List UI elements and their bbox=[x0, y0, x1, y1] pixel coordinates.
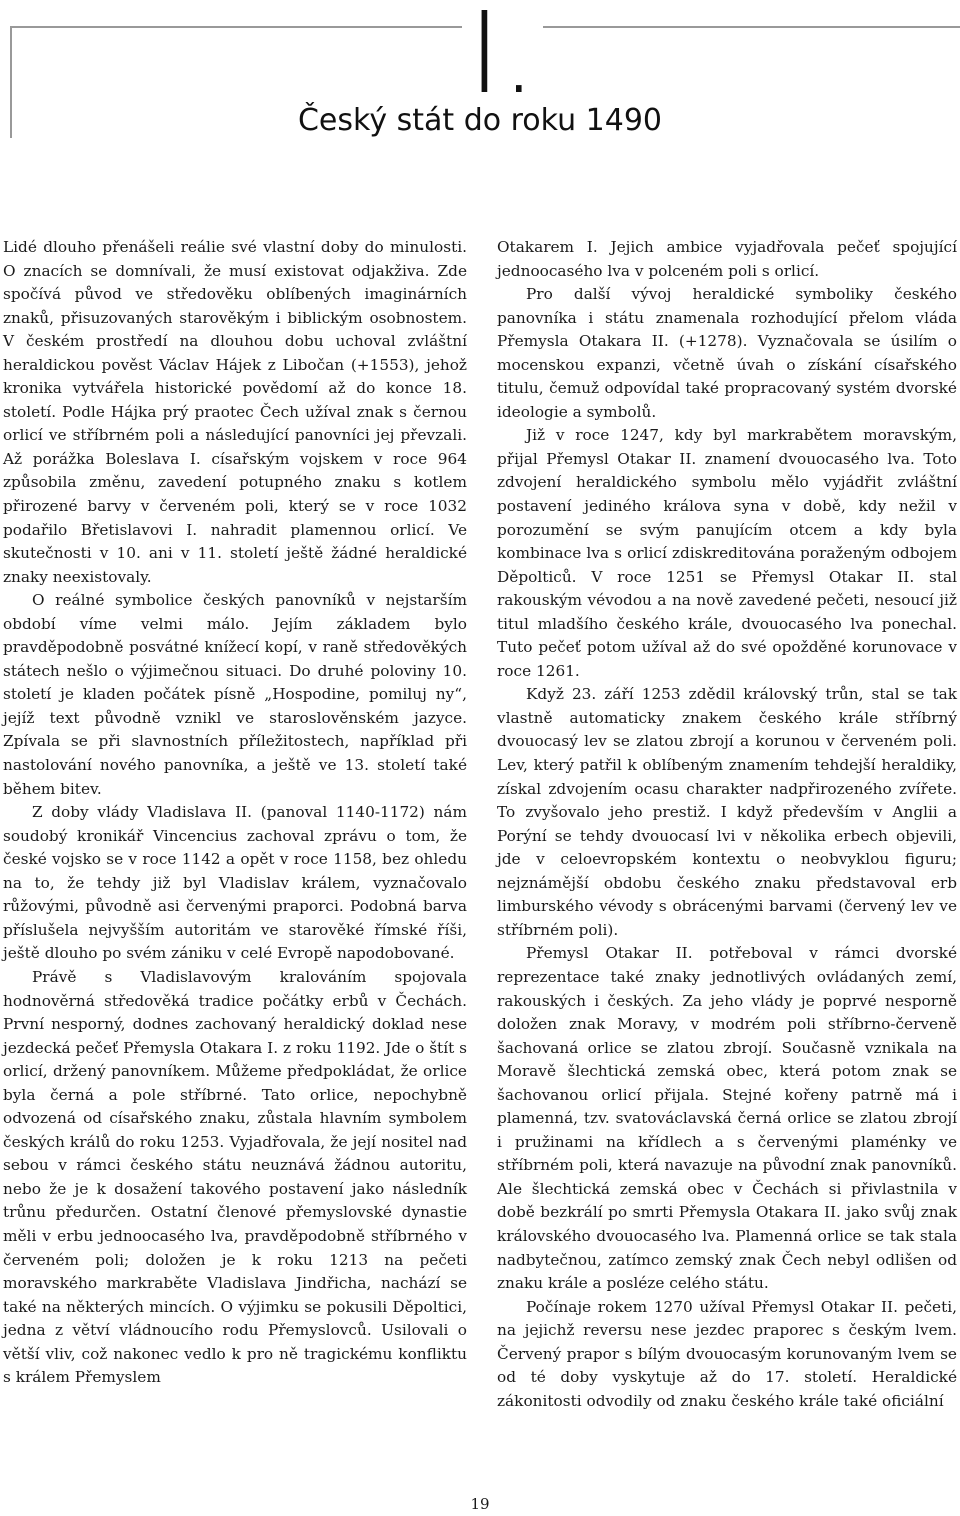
chapter-header bbox=[10, 0, 960, 138]
paragraph: O reálné symbolice českých panovníků v nejstarším období víme velmi málo. Jejím základem bylo pravděpodobně posvátné knížecí kopí, v raně středověkých státech nešlo o výjimečnou situaci. Do druhé poloviny 10. století je kladen počátek písně „Hospodine, pomiluj ny“, jejíž text původně vznikl ve staroslověnském jazyce. Zpívala se při slavnostních příležitostech, například při nastolování nového panovníka, a ještě ve 13. století také během bitev. bbox=[3, 591, 467, 798]
right-column bbox=[497, 236, 957, 1413]
paragraph: Právě s Vladislavovým kralováním spojovala hodnověrná středověká tradice počátky erbů v Čechách. První nesporný, dodnes zachovaný heraldický doklad nese jezdecká pečeť Přemysla Otakara I. z roku 1192. Jde o štít s orlicí, držený panovníkem. Můžeme předpokládat, že orlice byla černá a pole stříbrné. Tato orlice, nepochybně odvozená od císařského znaku, zůstala hlavním symbolem českých králů do roku 1253. Vyjadřovala, že její nositel nad sebou v rámci českého státu neuznává žádnou autoritu, nebo že je k dosažení takového postavení jako následník trůnu předurčen. Ostatní členové přemyslovské dynastie měli v erbu jednoocasého lva, pravděpodobně stříbrného v červeném poli; doložen je k roku 1213 na pečeti moravského markraběte Vladislava Jindřicha, nachází se také na některých mincích. O výjimku se pokusili Děpoltici, jedna z větví vládnoucího rodu Přemyslovců. Usilovali o větší vliv, což nakonec vedlo k pro ně tragickému konfliktu s králem Přemyslem bbox=[3, 967, 467, 1387]
paragraph: Otakarem I. Jejich ambice vyjadřovala pečeť spojující jednoocasého lva v polceném poli s orlicí. bbox=[497, 238, 957, 280]
paragraph: Pro další vývoj heraldické symboliky českého panovníka i státu znamenala rozhodující přelom vláda Přemysla Otakara II. (+1278). Vyznačovala se úsilím o mocenskou expanzi, včetně úvah o získání císařského titulu, čemuž odpovídal také propracovaný systém dvorské ideologie a symbolů. bbox=[497, 285, 957, 421]
paragraph: Počínaje rokem 1270 užíval Přemysl Otakar II. pečeti, na jejichž reversu nese jezdec praporec s českým lvem. Červený prapor s bílým dvouocasým korunovaným lvem se od té doby vyskytuje až do 17. století. Heraldické zákonitosti odvodily od znaku českého krále také oficiální bbox=[497, 1297, 957, 1410]
paragraph: Již v roce 1247, kdy byl markrabětem moravským, přijal Přemysl Otakar II. znamení dvouocasého lva. Toto zdvojení heraldického symbolu mělo vyjádřit zvláštní postavení jediného králova syna v době, kdy nežil v porozumění se svým panujícím otcem a kdy byla kombinace lva s orlicí zdiskreditována poraženým odbojem Děpolticů. V roce 1251 se Přemysl Otakar II. stal rakouským vévodou a na nově zavedené pečeti, nesoucí již titul mladšího českého krále, dvouocasého lva ponechal. Tuto pečeť potom užíval až do své opožděné korunovace v roce 1261. bbox=[497, 426, 957, 680]
page-number: 19 bbox=[470, 1495, 490, 1513]
paragraph: Přemysl Otakar II. potřeboval v rámci dvorské reprezentace také znaky jednotlivých ovládaných zemí, rakouských i českých. Za jeho vlády je poprvé nesporně doložen znak Moravy, v modrém poli stříbrno-červeně šachovaná orlice se zlatou zbrojí. Současně vznikala na Moravě šlechtická zemská obec, která potom znak se šachovanou orlicí přijala. Stejné kořeny patrně má i plamenná, tzv. svatováclavská černá orlice se zlatou zbrojí i pružinami na křídlech a s červenými plaménky ve stříbrném poli, která navazuje na původní znak panovníků. Ale šlechtická zemská obec v Čechách si přivlastnila v době bezkrálí po smrti Přemysla Otakara II. jako svůj znak královského dvouocasého lva. Plamenná orlice se tak stala nadbytečnou, zatímco zemský znak Čech nebyl odlišen od znaku krále a posléze celého státu. bbox=[497, 944, 957, 1293]
chapter-title: Český stát do roku 1490 bbox=[297, 103, 662, 138]
left-column bbox=[3, 236, 467, 1390]
paragraph: Když 23. září 1253 zdědil královský trůn, stal se tak vlastně automaticky znakem českého krále stříbrný dvouocasý lev se zlatou zbrojí a korunou v červeném poli. Lev, který patřil k oblíbeným znamením tehdejší heraldiky, získal zdvojením ocasu charakter nadpřirozeného zvířete. To zvyšovalo jeho prestiž. I když především v Anglii a Porýní se tehdy dvouocasí lvi v několika erbech objevili, jde v celoevropském kontextu o neobvyklou figuru; nejznámější obdobu českého znaku představoval erb limburského vévody s obrácenými barvami (červený lev ve stříbrném poli). bbox=[497, 685, 957, 939]
paragraph: Lidé dlouho přenášeli reálie své vlastní doby do minulosti. O znacích se domnívali, že musí existovat odjakživa. Zde spočívá původ ve středověku oblíbených imaginárních znaků, přisuzovaných starověkým i biblickým osobnostem. V českém prostředí na dlouhou dobu uchoval zvláštní heraldickou pověst Václav Hájek z Libočan (+1553), jehož kronika vytvářela historické povědomí až do konce 18. století. Podle Hájka prý praotec Čech užíval znak s černou orlicí ve stříbrném poli a následující panovníci jej převzali. Až porážka Boleslava I. císařským vojskem v roce 964 způsobila změnu, zavedení potupného znaku s kotlem přirozené barvy v červeném poli, který se v roce 1032 podařilo Břetislavovi I. nahradit plamennou orlicí. Ve skutečnosti v 10. ani v 11. století ještě žádné heraldické znaky neexistovaly. bbox=[3, 238, 467, 586]
paragraph: Z doby vlády Vladislava II. (panoval 1140-1172) nám soudobý kronikář Vincencius zachoval zprávu o tom, že české vojsko se v roce 1142 a opět v roce 1158, bez ohledu na to, že tehdy již byl Vladislav králem, vyznačovalo růžovými, původně asi červenými praporci. Podobná barva příslušela nejvyšším autoritám ve starověké římské říši, ještě dlouho po svém zániku v celé Evropě napodobované. bbox=[3, 803, 467, 963]
chapter-number: I. bbox=[462, 0, 543, 110]
